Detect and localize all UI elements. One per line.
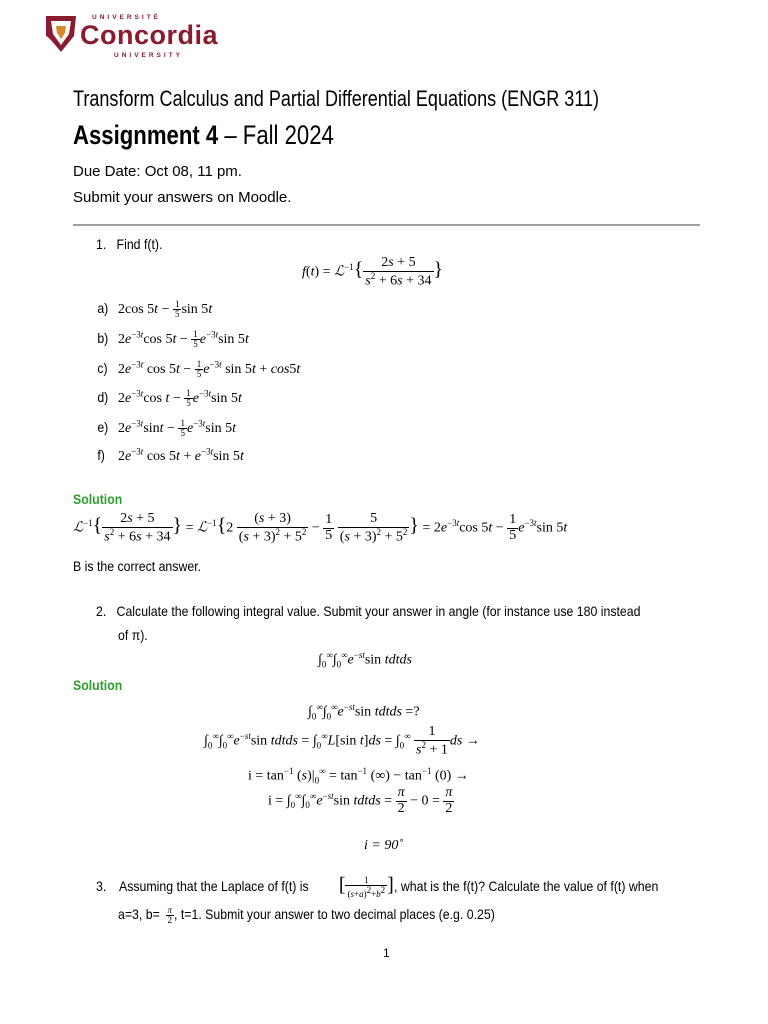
q2-prompt-text: Calculate the following integral value. Submit your answer in angle (for instance use 180 instead: [116, 603, 641, 619]
q1-option-a: a) 2cos 5t − $\frac{1}{5}$ sin 5t: [97, 299, 213, 320]
logo-brand-text: Concordia: [80, 20, 219, 50]
q2-result: [364, 838, 403, 854]
q2-solution-line3: $i = \tan^{-1} (s)|_0^\infty = \tan^{-1}$ (∞) − $\tan^{-1} (0)$ →: [248, 766, 469, 786]
q2-number: 2.: [96, 603, 107, 619]
q3-line2-post: , t=1. Submit your answer to two decimal places (e.g. 0.25): [174, 906, 495, 923]
option-label: a): [97, 300, 109, 317]
q3-prompt-line1: [96, 874, 694, 900]
assignment-term: – Fall 2024: [218, 120, 334, 150]
q1-solution-heading: Solution: [73, 491, 123, 507]
q2-solution-line1: $\int_0^\infty\int_0^\infty e^{-st}\sin$ tdtds =?: [308, 702, 420, 722]
q3-prompt-pre: Assuming that the Laplace of f(t) is: [119, 878, 310, 894]
university-logo: [44, 12, 219, 59]
q1-solution-equation: ℒ$^{-1}${ $\frac{2s + 5}{s^2 + 6s + 34}$ } = ℒ$^{-1}${2 $\frac{(s + 3)}{(s + 3)^2 + 5^2}$ − $\frac{1}{5}$ $\frac{5}{(s + 3)^2 + 5^2}$ } = $2e^{-3t}\cos$ 5t − $\frac{1}{5}$ $e^{-3t}\sin$ 5t: [73, 511, 568, 545]
q1-option-b: b) $2e^{-3t}\cos$ 5t − $\frac{1}{5}$ $e^{-3t}\sin$ 5t: [97, 328, 249, 349]
option-label: e): [97, 418, 109, 435]
option-label: b): [97, 329, 109, 346]
q2-result-text: i = 90˚: [364, 838, 403, 853]
option-label: c): [97, 359, 108, 376]
q2-solution-heading: Solution: [73, 677, 123, 693]
logo-bottom-text: UNIVERSITY: [114, 52, 184, 59]
concordia-shield-icon: [44, 14, 78, 54]
assignment-title: [73, 120, 334, 151]
header-divider: [73, 224, 700, 226]
q1-answer: B is the correct answer.: [73, 558, 202, 574]
q2-prompt-line1: [96, 603, 640, 619]
q2-integral: $\int_0^\infty\int_0^\infty e^{-st}\sin$ tdtds: [318, 650, 412, 670]
q3-line2-pre: a=3, b=: [118, 906, 160, 923]
q1-number: 1.: [96, 236, 107, 252]
q1-equation: f(t) = ℒ$^{-1}${ $\frac{2s + 5}{s^2 + 6s + 34}$ }: [302, 255, 444, 289]
q2-solution-line2: $\int_0^\infty\int_0^\infty e^{-st}\sin$ tdtds = $\int_0^\infty L[\sin$ $t]ds = \int_0^\infty$ $\frac{1}{s^2 + 1}$ ds →: [204, 724, 480, 758]
page-number: 1: [383, 946, 390, 960]
option-label: f): [97, 446, 105, 463]
q1-option-c: c) $2e^{-3t}$ cos 5t − $\frac{1}{5}$ $e^{-3t}$ sin 5t + cos5t: [97, 358, 301, 379]
q1-option-f: f) $2e^{-3t}$ $\cos 5t + e^{-3t}\sin$ 5t: [97, 446, 244, 464]
q3-prompt-line2: [118, 906, 539, 926]
logo-top-text: UNIVERSITÉ: [92, 14, 162, 21]
q2-prompt-line2: of π).: [118, 627, 148, 643]
course-title: Transform Calculus and Partial Differential Equations (ENGR 311): [73, 86, 600, 111]
q1-option-d: d) $2e^{-3t}\cos$ t − $\frac{1}{5}$ $e^{-3t}\sin$ 5t: [97, 387, 242, 408]
assignment-number: Assignment 4: [73, 120, 219, 150]
q2-solution-line4: $i = \int_0^\infty\int_0^\infty e^{-st}\sin$ tdtds = $\frac{\pi}{2}$ − 0 = $\frac{\pi}{2}$: [268, 785, 453, 816]
q1-prompt-text: Find f(t).: [116, 236, 163, 252]
q3-number: 3.: [96, 878, 107, 894]
q3-b-value: $\frac{\pi}{2}$: [167, 905, 173, 926]
submit-note: Submit your answers on Moodle.: [73, 189, 292, 206]
q3-prompt-post: , what is the f(t)? Calculate the value of f(t) when: [393, 878, 659, 894]
due-date: Due Date: Oct 08, 11 pm.: [73, 163, 242, 180]
q3-laplace-expression: [ $\frac{1}{(s+a)^2+b^2}$ ]: [338, 874, 394, 900]
q1-option-e: e) $2e^{-3t}\sin t$ − $\frac{1}{5}$ $e^{-3t}\sin$ 5t: [97, 417, 236, 438]
q1-prompt: [96, 236, 162, 252]
option-label: d): [97, 388, 109, 405]
